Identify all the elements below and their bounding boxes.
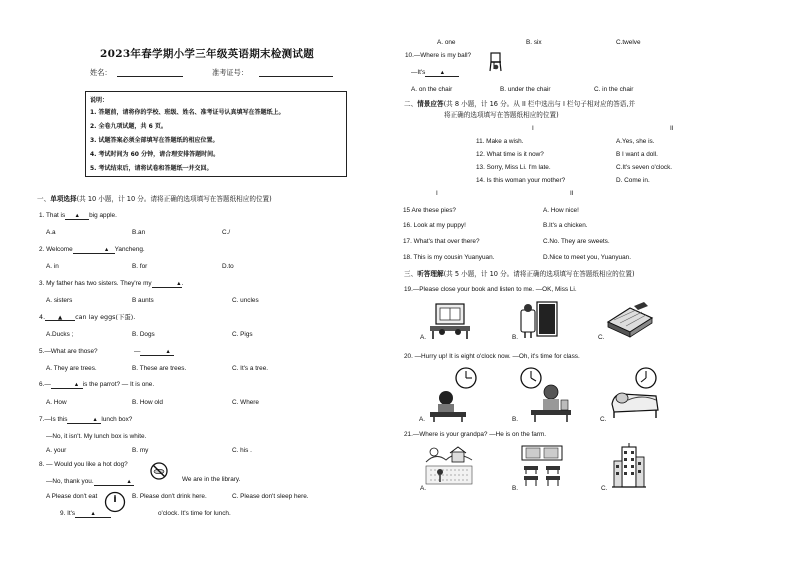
- question-1: 1. That is ▲ big apple.: [39, 212, 117, 219]
- question-7: 7.—Is this ▲ lunch box?: [39, 416, 133, 423]
- question-8: 8. — Would you like a hot dog?: [39, 461, 128, 468]
- question-8-context: We are in the library.: [182, 476, 241, 483]
- column-i-label-2: I: [436, 190, 438, 197]
- q7-option-c[interactable]: C. his .: [232, 447, 252, 454]
- section1-heading: 一、单项选择(共 10 小题，计 10 分。请将正确的选项填写在答题纸相应的位置): [37, 195, 272, 203]
- q10-option-b[interactable]: B. under the chair: [500, 86, 551, 93]
- q19-option-a[interactable]: A.: [420, 334, 427, 341]
- exam-title: 2023年春学期小学三年级英语期末检测试题: [100, 48, 315, 60]
- question-3: 3. My father has two sisters. They're my ▲.: [39, 280, 184, 287]
- section2-heading-line2: 将正确的选项填写在答题纸相应的位置): [444, 111, 559, 119]
- question-19: 19.—Please close your book and listen to me. —OK, Miss Li.: [404, 286, 577, 293]
- q8-option-a[interactable]: A Please don't eat: [46, 493, 98, 500]
- q7-option-b[interactable]: B. my: [132, 447, 149, 454]
- name-field[interactable]: [117, 76, 183, 77]
- clock-twelve-icon: [104, 491, 126, 513]
- section3-heading: 三、听答理解(共 5 小题，计 10 分。请将正确的选项填写在答题纸相应的位置): [404, 270, 635, 278]
- question-4: 4. ▲ can lay eggs(下蛋).: [39, 313, 136, 321]
- chair-with-ball-icon: [486, 51, 506, 73]
- q9-option-c[interactable]: C.twelve: [616, 39, 641, 46]
- q3-option-b[interactable]: B aunts: [132, 297, 154, 304]
- instruction-line: 4. 考试时间为 60 分钟，请合理安排答题时间。: [90, 151, 220, 158]
- q9-option-a[interactable]: A. one: [437, 39, 456, 46]
- woman-at-desk-icon: [517, 366, 573, 422]
- instruction-line: 5. 考试结束后，请将试卷和答题纸一并交回。: [90, 165, 213, 172]
- instructions-heading: 说明：: [90, 97, 109, 104]
- q3-option-a[interactable]: A. sisters: [46, 297, 73, 304]
- question-9: 9. It's ▲: [60, 510, 111, 518]
- pair-18-question: 18. This is my cousin Yuanyuan.: [403, 254, 495, 261]
- q5-option-b[interactable]: B. These are trees.: [132, 365, 187, 372]
- q20-option-b[interactable]: B.: [512, 416, 519, 423]
- question-6: 6.— ▲ is the parrot? — It is one.: [39, 381, 155, 388]
- question-2: 2. Welcome ▲ Yancheng.: [39, 246, 145, 253]
- question-20: 20. —Hurry up! It is eight o'clock now. —Oh, it's time for class.: [404, 353, 580, 360]
- q9-option-b[interactable]: B. six: [526, 39, 542, 46]
- pair-option-a[interactable]: A.Yes, she is.: [616, 138, 655, 145]
- q1-option-a[interactable]: A.a: [46, 229, 56, 236]
- pair-option-b[interactable]: B.It's a chicken.: [543, 222, 588, 229]
- classroom-board-icon: [428, 302, 472, 340]
- q19-option-b[interactable]: B.: [512, 334, 519, 341]
- exam-no-field[interactable]: [259, 76, 333, 77]
- q5-option-a[interactable]: A. They are trees.: [46, 365, 97, 372]
- closed-book-icon: [604, 300, 656, 338]
- question-21: 21.—Where is your grandpa? —He is on the farm.: [404, 431, 547, 438]
- q19-option-c[interactable]: C.: [598, 334, 605, 341]
- no-food-sign-icon: [150, 462, 168, 480]
- student-studying-icon: [428, 366, 482, 422]
- door-open-icon: [517, 300, 559, 340]
- q2-option-b[interactable]: B. for: [132, 263, 148, 270]
- pair-option-a[interactable]: A. How nice!: [543, 207, 579, 214]
- classroom-desks-icon: [518, 444, 566, 488]
- question-5: 5.—What are those?: [39, 348, 98, 355]
- q1-option-b[interactable]: B.an: [132, 229, 146, 236]
- pair-15-question: 15 Are these pies?: [403, 207, 456, 214]
- pair-option-c[interactable]: C.No. They are sweets.: [543, 238, 610, 245]
- question-10: 10.—Where is my ball?: [405, 52, 472, 59]
- child-sleeping-icon: [608, 366, 662, 420]
- q6-option-b[interactable]: B. How old: [132, 399, 163, 406]
- q5-option-c[interactable]: C. It's a tree.: [232, 365, 269, 372]
- q7-option-a[interactable]: A. your: [46, 447, 67, 454]
- q4-option-b[interactable]: B. Dogs: [132, 331, 155, 338]
- name-label: 姓名：: [90, 68, 112, 77]
- question-5-answer: — ▲: [134, 348, 174, 356]
- q20-option-a[interactable]: A.: [419, 416, 426, 423]
- instruction-line: 3. 试题答案必须全部填写在答题纸的相应位置。: [90, 137, 219, 144]
- q2-option-c[interactable]: D.to: [222, 263, 234, 270]
- column-ii-label-2: II: [570, 190, 574, 197]
- q6-option-c[interactable]: C. Where: [232, 399, 259, 406]
- q2-option-a[interactable]: A. in: [46, 263, 59, 270]
- column-i-label: I: [532, 125, 534, 132]
- pair-12-question: 12. What time is it now?: [476, 151, 544, 158]
- column-ii-label: II: [670, 125, 674, 132]
- q8-option-b[interactable]: B. Please don't drink here.: [132, 493, 207, 500]
- q6-option-a[interactable]: A. How: [46, 399, 67, 406]
- q10-option-a[interactable]: A. on the chair: [411, 86, 453, 93]
- pair-11-question: 11. Make a wish.: [476, 138, 524, 145]
- farm-scene-icon: [424, 444, 474, 488]
- question-8-reply: —No, thank you. ▲: [46, 478, 132, 485]
- q21-option-c[interactable]: C.: [601, 485, 608, 492]
- pair-option-d[interactable]: D.Nice to meet you, Yuanyuan.: [543, 254, 631, 261]
- pair-option-d[interactable]: D. Come in.: [616, 177, 650, 184]
- pair-13-question: 13. Sorry, Miss Li. I'm late.: [476, 164, 551, 171]
- q1-option-c[interactable]: C./: [222, 229, 231, 236]
- q4-option-c[interactable]: C. Pigs: [232, 331, 253, 338]
- instruction-line: 2. 全卷九项试题，共 6 页。: [90, 123, 167, 130]
- q10-option-c[interactable]: C. in the chair: [594, 86, 634, 93]
- pair-17-question: 17. What's that over there?: [403, 238, 480, 245]
- instruction-line: 1. 答题前，请将你的学校、班级、姓名、准考证号认真填写在答题纸上。: [90, 109, 285, 116]
- q8-option-c[interactable]: C. Please don't sleep here.: [232, 493, 309, 500]
- section2-heading: 二、情景应答(共 8 小题，计 16 分。从 II 栏中选出与 I 栏句子相对应的答语,并: [404, 100, 636, 108]
- q21-option-b[interactable]: B.: [512, 485, 519, 492]
- pair-option-c[interactable]: C.It's seven o'clock.: [616, 164, 673, 171]
- pair-16-question: 16. Look at my puppy!: [403, 222, 466, 229]
- exam-no-label: 准考证号：: [212, 68, 248, 77]
- pair-option-b[interactable]: B I want a doll.: [616, 151, 658, 158]
- city-buildings-icon: [612, 443, 646, 489]
- question-9-rest: o'clock. It's time for lunch.: [158, 510, 231, 517]
- q4-option-a[interactable]: A.Ducks ;: [46, 331, 74, 338]
- q3-option-c[interactable]: C. uncles: [232, 297, 259, 304]
- question-7-reply: —No, it isn't. My lunch box is white.: [46, 433, 147, 440]
- question-10-reply: —It's ▲: [411, 69, 459, 77]
- q20-option-c[interactable]: C.: [600, 416, 607, 423]
- q21-option-a[interactable]: A.: [420, 485, 427, 492]
- pair-14-question: 14. Is this woman your mother?: [476, 177, 566, 184]
